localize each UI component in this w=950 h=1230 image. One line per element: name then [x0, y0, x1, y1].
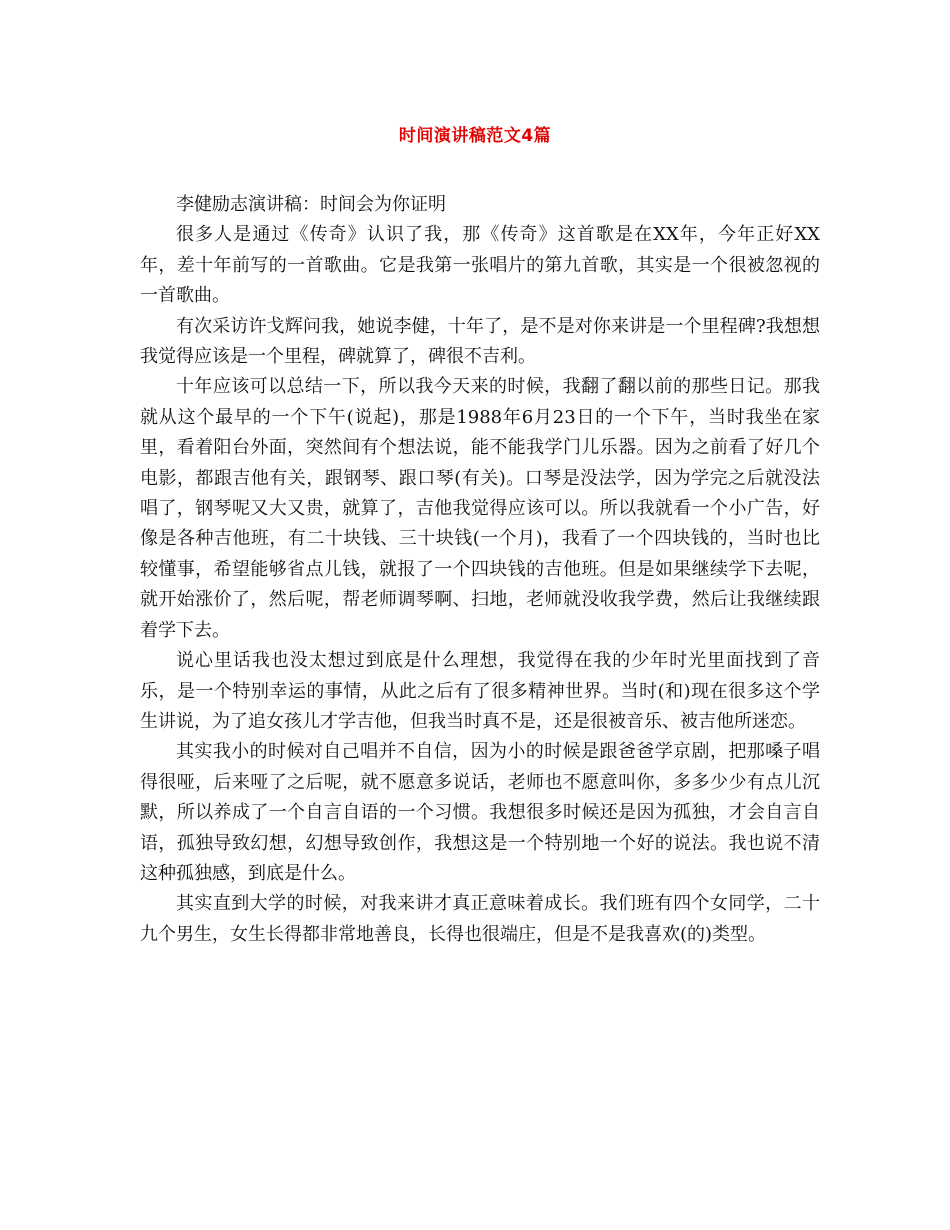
paragraph: 有次采访许戈辉问我，她说李健，十年了，是不是对你来讲是一个里程碑?我想想我觉得应该是一个里程，碑就算了，碑很不吉利。	[140, 315, 820, 368]
paragraph: 说心里话我也没太想过到底是什么理想，我觉得在我的少年时光里面找到了音乐，是一个特别幸运的事情，从此之后有了很多精神世界。当时(和)现在很多这个学生讲说，为了追女孩儿才学吉他，但我当时真不是，还是很被音乐、被吉他所迷恋。	[140, 650, 820, 732]
document-title: 时间演讲稿范文4篇	[398, 126, 552, 146]
paragraph: 很多人是通过《传奇》认识了我，那《传奇》这首歌是在XX年，今年正好XX年，差十年前写的一首歌曲。它是我第一张唱片的第九首歌，其实是一个很被忽视的一首歌曲。	[140, 224, 820, 307]
paragraph: 其实我小的时候对自己唱并不自信，因为小的时候是跟爸爸学京剧，把那嗓子唱得很哑，后来哑了之后呢，就不愿意多说话，老师也不愿意叫你，多多少少有点儿沉默，所以养成了一个自言自语的一个习惯。我想很多时候还是因为孤独，才会自言自语，孤独导致幻想，幻想导致创作，我想这是一个特别地一个好的说法。我也说不清这种孤独感，到底是什么。	[140, 741, 820, 884]
paragraph-subtitle: 李健励志演讲稿：时间会为你证明	[176, 194, 446, 215]
paragraph: 十年应该可以总结一下，所以我今天来的时候，我翻了翻以前的那些日记。那我就从这个最早的一个下午(说起)，那是1988年6月23日的一个下午，当时我坐在家里，看着阳台外面，突然间有个想法说，能不能我学门儿乐器。因为之前看了好几个电影，都跟吉他有关，跟钢琴、跟口琴(有关)。口琴是没法学，因为学完之后就没法唱了，钢琴呢又大又贵，就算了，吉他我觉得应该可以。所以我就看一个小广告，好像是各种吉他班，有二十块钱、三十块钱(一个月)，我看了一个四块钱的，当时也比较懂事，希望能够省点儿钱，就报了一个四块钱的吉他班。但是如果继续学下去呢，就开始涨价了，然后呢，帮老师调琴啊、扫地，老师就没收我学费，然后让我继续跟着学下去。	[140, 376, 820, 641]
paragraph: 其实直到大学的时候，对我来讲才真正意味着成长。我们班有四个女同学，二十九个男生，女生长得都非常地善良，长得也很端庄，但是不是我喜欢(的)类型。	[140, 893, 820, 945]
document-body	[140, 190, 820, 950]
